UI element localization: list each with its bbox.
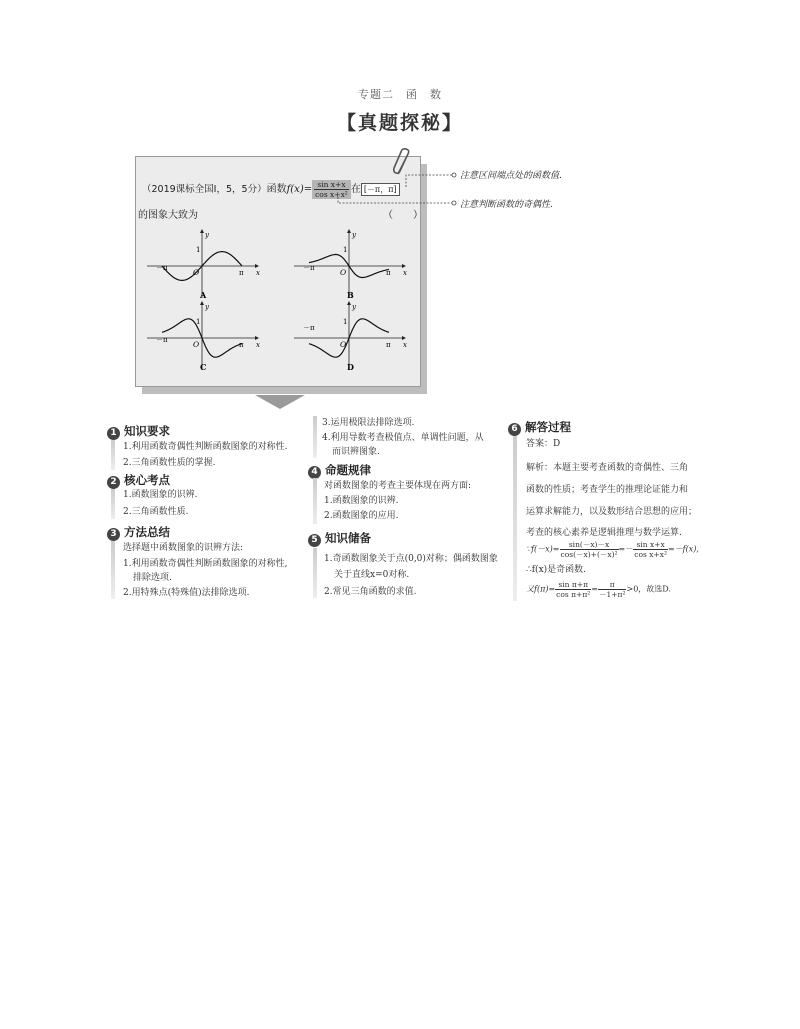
option-label: B xyxy=(347,290,354,300)
origin-label: O xyxy=(193,268,200,277)
tick-neg-pi: －π xyxy=(156,264,168,272)
section-reserve: 5 知识储备 xyxy=(308,530,371,547)
tick-neg-pi: －π xyxy=(303,264,315,272)
interval-box: [－π，π] xyxy=(361,183,400,196)
y-axis-label: y xyxy=(205,231,209,239)
y-axis-label: y xyxy=(352,303,356,311)
note-endpoint: 注意区间端点处的函数值. xyxy=(460,171,562,181)
section-bar xyxy=(313,548,317,598)
x-axis-label: x xyxy=(403,341,407,349)
section-bar xyxy=(513,436,517,601)
x-axis-label: x xyxy=(403,269,407,277)
tick-one: 1 xyxy=(343,246,348,254)
analysis-line: 函数的性质；考查学生的推理论证能力和 xyxy=(526,485,689,495)
tick-one: 1 xyxy=(196,246,201,254)
section-method: 3 方法总结 xyxy=(107,524,170,541)
section-bar xyxy=(111,489,115,519)
graph-option-d xyxy=(290,300,408,372)
origin-label: O xyxy=(193,340,200,349)
analysis-line: 解析：本题主要考查函数的奇偶性、三角 xyxy=(526,463,689,473)
section-solution: 6 解答过程 xyxy=(508,419,571,436)
analysis-line: 运算求解能力，以及数形结合思想的应用； xyxy=(526,507,698,517)
list-item: 2.三角函数性质的掌握. xyxy=(123,458,216,468)
list-item: 2.常见三角函数的求值. xyxy=(324,587,417,597)
page-header: 专题二 函 数 xyxy=(358,88,442,101)
question-source: （2019课标全国Ⅰ，5，5分） xyxy=(142,184,267,195)
x-axis-label: x xyxy=(256,341,260,349)
tick-neg-pi: －π xyxy=(303,324,315,332)
section-bar xyxy=(313,416,317,458)
list-item: 1.奇函数图象关于点(0,0)对称；偶函数图象 xyxy=(324,554,498,564)
tick-pi: π xyxy=(239,341,244,349)
section-intro: 选择题中函数图象的识辨方法: xyxy=(123,543,244,553)
question-stem-2: 的图象大致为 xyxy=(138,210,198,221)
function-formula: $\frac{\text{sin x+x}}{\text{cos x+x²}}$ xyxy=(312,180,351,199)
graph-option-b xyxy=(290,228,408,300)
y-axis-label: y xyxy=(352,231,356,239)
list-item: 2.用特殊点(特殊值)法排除选项. xyxy=(123,588,250,598)
origin-label: O xyxy=(340,340,347,349)
section-pattern: 4 命题规律 xyxy=(308,462,371,479)
tick-pi: π xyxy=(386,341,391,349)
tick-one: 1 xyxy=(343,318,348,326)
list-item: 1.利用函数奇偶性判断函数图象的对称性. xyxy=(123,442,288,452)
equation-value: 又f(π)= $\frac{\text{sin π+π}}{\text{cos π+π²}}$ = $\frac{\pi}{\text{－1+π²}}$ >0，故选D. xyxy=(526,580,671,599)
equation-conclusion: ∴f(x)是奇函数. xyxy=(526,565,587,575)
section-bar xyxy=(111,541,115,599)
tick-one: 1 xyxy=(196,318,201,326)
list-item: 3.运用极限法排除选项. xyxy=(322,418,415,428)
list-item: 2.三角函数性质. xyxy=(123,507,189,517)
option-label: D xyxy=(347,362,354,372)
graph-option-c xyxy=(143,300,261,372)
list-item: 2.函数图象的应用. xyxy=(324,511,399,521)
list-item: 4.利用导数考查极值点、单调性问题，从 xyxy=(322,433,484,443)
list-item: 1.函数图象的识辨. xyxy=(123,490,198,500)
tick-neg-pi: －π xyxy=(156,336,168,344)
analysis-line: 考查的核心素养是逻辑推理与数学运算. xyxy=(526,528,682,538)
question-stem: （2019课标全国Ⅰ，5，5分）函数f(x)= $\frac{\text{sin x+x}}{\text{cos x+x²}}$ 在 [－π，π] xyxy=(142,180,400,199)
list-item: 1.函数图象的识辨. xyxy=(324,496,399,506)
answer-paren: （ ） xyxy=(383,210,423,221)
page-title: 【真题探秘】 xyxy=(336,112,463,134)
graph-option-a xyxy=(143,228,261,300)
list-item: 而识辨图象. xyxy=(332,447,380,457)
option-label: C xyxy=(200,362,207,372)
origin-label: O xyxy=(340,268,347,277)
list-item: 1.利用函数奇偶性判断函数图象的对称性, xyxy=(123,559,288,569)
section-bar xyxy=(313,478,317,524)
section-knowledge: 1 知识要求 xyxy=(107,423,302,440)
section-intro: 对函数图象的考查主要体现在两方面: xyxy=(324,481,472,491)
tick-pi: π xyxy=(386,269,391,277)
list-item: 排除选项. xyxy=(133,573,172,583)
section-bar xyxy=(111,440,115,470)
x-axis-label: x xyxy=(256,269,260,277)
list-item: 关于直线x=0对称. xyxy=(334,570,410,580)
option-label: A xyxy=(200,290,207,300)
note-parity: 注意判断函数的奇偶性. xyxy=(460,200,553,210)
note-leaders xyxy=(330,165,460,210)
y-axis-label: y xyxy=(205,303,209,311)
tick-pi: π xyxy=(239,269,244,277)
equation-odd: ∵f(－x)= $\frac{\sin(-x)-x}{\text{cos(－x)+(－x)²}}$ =－ $\frac{\text{sin x+x}}{\text{cos x+x²}}$ =－f(x), xyxy=(526,540,699,559)
down-arrow xyxy=(255,395,305,409)
section-core: 2 核心考点 xyxy=(107,472,170,489)
answer-text: 答案：D xyxy=(526,439,561,449)
